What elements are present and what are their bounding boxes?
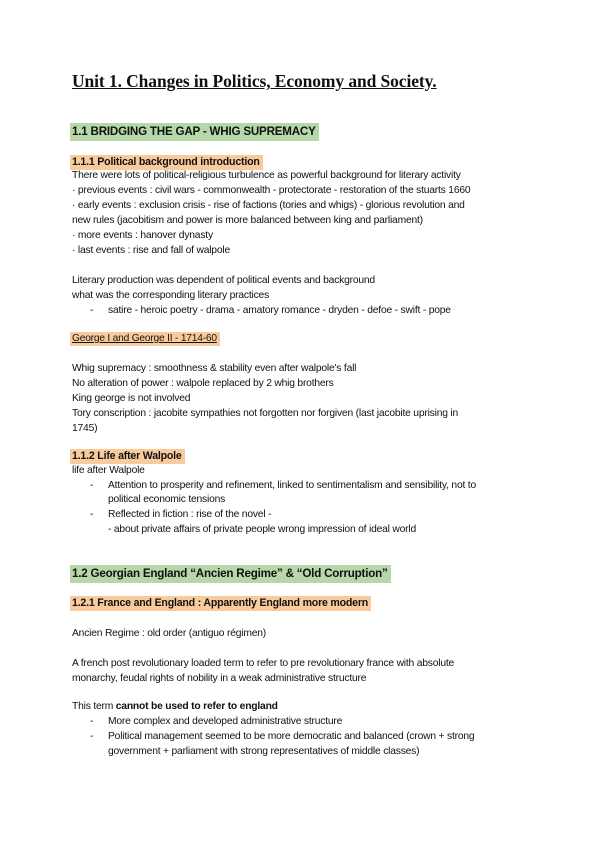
paragraph-line: No alteration of power : walpole replaced by 2 whig brothers	[72, 378, 334, 389]
bullet-item	[90, 507, 272, 522]
bullet-item	[90, 729, 475, 744]
paragraph-line: King george is not involved	[72, 393, 191, 404]
section-heading-1-2: 1.2 Georgian England “Ancien Regime” & “Old Corruption”	[70, 565, 391, 583]
bullet-continuation: political economic tensions	[108, 494, 226, 505]
subsection-heading-1-1-1: 1.1.1 Political background introduction	[70, 155, 263, 170]
bullet-item	[90, 478, 476, 493]
paragraph-line: Whig supremacy : smoothness & stability even after walpole's fall	[72, 363, 357, 374]
paragraph-line: · last events : rise and fall of walpole	[72, 245, 230, 256]
bullet-dash: -	[90, 509, 94, 520]
paragraph-line: · previous events : civil wars - commonwealth - protectorate - restoration of the stuarts 1660	[72, 185, 471, 196]
paragraph-line: A french post revolutionary loaded term to refer to pre revolutionary france with absolute	[72, 658, 455, 669]
section-heading-1-1: 1.1 BRIDGING THE GAP - WHIG SUPREMACY	[70, 123, 319, 141]
text-bold: cannot be used to refer to england	[115, 701, 278, 712]
subsection-heading-1-2-1: 1.2.1 France and England : Apparently England more modern	[70, 596, 371, 611]
paragraph-line: · early events : exclusion crisis - rise of factions (tories and whigs) - glorious revolution and	[72, 200, 465, 211]
paragraph-line: life after Walpole	[72, 465, 145, 476]
bullet-text: Reflected in fiction : rise of the novel -	[108, 509, 272, 520]
paragraph-line: what was the corresponding literary practices	[72, 290, 270, 301]
bullet-item	[90, 303, 451, 318]
paragraph-line: · more events : hanover dynasty	[72, 230, 213, 241]
subsection-heading-george: George I and George II - 1714-60	[70, 332, 220, 346]
paragraph-line: Literary production was dependent of political events and background	[72, 275, 375, 286]
paragraph-line: Tory conscription : jacobite sympathies not forgotten nor forgiven (last jacobite uprising in	[72, 408, 459, 419]
bullet-dash: -	[90, 480, 94, 491]
bullet-dash: -	[90, 716, 94, 727]
subsection-heading-1-1-2: 1.1.2 Life after Walpole	[70, 449, 185, 464]
bullet-dash: -	[90, 731, 94, 742]
paragraph-line: new rules (jacobitism and power is more balanced between king and parliament)	[72, 215, 423, 226]
bullet-text: satire - heroic poetry - drama - amatory romance - dryden - defoe - swift - pope	[108, 305, 451, 316]
bullet-continuation: - about private affairs of private people wrong impression of ideal world	[108, 524, 417, 535]
bullet-text: Attention to prosperity and refinement, linked to sentimentalism and sensibility, not to	[108, 480, 476, 491]
paragraph-line	[72, 699, 278, 714]
text-normal: This term	[72, 701, 116, 712]
paragraph-line: 1745)	[72, 423, 98, 434]
bullet-text: Political management seemed to be more democratic and balanced (crown + strong	[108, 731, 475, 742]
bullet-continuation: government + parliament with strong representatives of middle classes)	[108, 746, 420, 757]
paragraph-line: There were lots of political-religious turbulence as powerful background for literary activity	[72, 170, 461, 181]
bullet-dash: -	[90, 305, 94, 316]
bullet-text: More complex and developed administrative structure	[108, 716, 343, 727]
page-title: Unit 1. Changes in Politics, Economy and Society.	[72, 71, 437, 91]
paragraph-line: Ancien Regime : old order (antiguo régimen)	[72, 628, 267, 639]
bullet-item	[90, 714, 343, 729]
paragraph-line: monarchy, feudal rights of nobility in a weak administrative structure	[72, 673, 367, 684]
